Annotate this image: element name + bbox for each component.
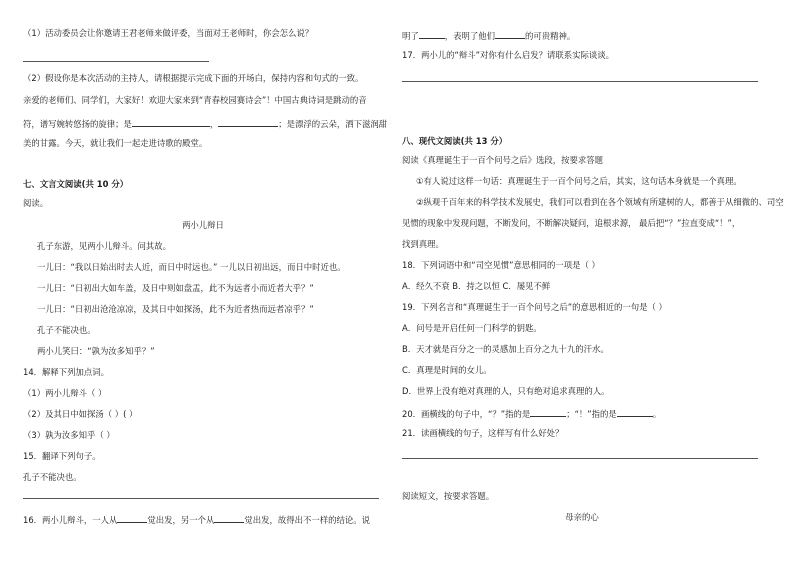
passage-line-6: 两小儿笑曰：“孰为汝多知乎？” [37,346,155,356]
passage-paragraph-1: ①有人说过这样一句话：真理诞生于一百个问号之后，其实，这句话本身就是一个真理。 [416,176,742,186]
question-19: 19．下列名言和“真理诞生于一百个问号之后”的意思相近的一句是（ ） [402,302,667,312]
read-intro: 阅读《真理诞生于一百个问号之后》选段，按要求答题 [402,155,603,165]
question-16: 16．两小儿辩斗，一人从 觉出发，另一个从 觉出发，故得出不一样的结论。说 [23,515,371,525]
opening-line-1: 亲爱的老师们、同学们，大家好！欢迎大家来到“青春校园赛诗会”！中国古典诗词是跳动的音 [23,95,367,105]
question-19-option-b: B．天才就是百分之一的灵感加上百分之九十九的汗水。 [402,344,609,354]
read-short-instruction: 阅读短文，按要求答题。 [402,491,495,501]
passage-paragraph-2-line-2: 见惯的现象中发现问题，不断发问，不断解决疑问，追根求源， 最后把“？”拉直变成“！”， [402,218,741,228]
fill-blank[interactable] [419,29,445,39]
short-passage-title: 母亲的心 [565,512,599,522]
answer-line[interactable] [23,61,209,62]
question-19-option-c: C．真理是时间的女儿。 [402,365,492,375]
passage-title: 两小儿辩日 [182,220,224,230]
read-instruction: 阅读。 [23,198,49,208]
opening-line-3: 美的甘露。今天，就让我们一起走进诗歌的殿堂。 [23,138,208,148]
question-15-sentence: 孔子不能决也。 [23,472,82,482]
fill-blank[interactable] [214,513,244,523]
answer-line[interactable] [402,81,758,82]
passage-line-4: 一儿曰：“日初出沧沧凉凉，及其日中如探汤，此不为近者热而远者凉乎？” [37,304,314,314]
question-19-option-a: A．问号是开启任何一门科学的钥匙。 [402,323,542,333]
question-14-2: （2）及其日中如探汤（ ）( ） [23,409,138,419]
passage-line-3: 一儿曰：“日初出大如车盖，及日中则如盘盂，此不为远者小而近者大乎？” [37,283,314,293]
question-14-3: （3）孰为汝多知乎（ ） [23,430,115,440]
fill-blank[interactable] [495,29,525,39]
passage-line-1: 孔子东游，见两小儿辩斗。问其故。 [37,241,171,251]
fill-blank[interactable] [617,407,653,417]
question-17: 17．两小儿的“辩斗”对你有什么启发？请联系实际谈谈。 [402,50,614,60]
passage-line-2: 一儿曰：“我以日始出时去人近，而日中时远也。” 一儿以日初出远，而日中时近也。 [37,262,346,272]
fill-blank[interactable] [117,513,147,523]
opening-line-2: 符，谱写婉转悠扬的旋律；是 ， ；是漂浮的云朵，洒下滋润甜 [23,119,388,129]
passage-line-5: 孔子不能决也。 [37,325,96,335]
question-21: 21．读画横线的句子，这样写有什么好处？ [402,428,564,438]
question-19-option-d: D．世界上没有绝对真理的人，只有绝对追求真理的人。 [402,386,610,396]
section-7-heading: 七、文言文阅读(共 10 分） [23,179,129,189]
fill-blank[interactable] [132,117,210,127]
passage-paragraph-2-line-3: 找到真理。 [402,239,444,249]
question-invite-teacher: （1）活动委员会让你邀请王君老师来做评委，当面对王老师时，你会怎么说？ [23,28,314,38]
section-8-heading: 八、现代文阅读(共 13 分） [402,136,508,146]
question-15: 15．翻译下列句子。 [23,451,101,461]
question-18: 18．下列词语中和“司空见惯”意思相同的一项是（ ） [402,260,600,270]
passage-paragraph-2-line-1: ②纵观千百年来的科学技术发展史，我们可以看到在各个领域有所建树的人，都善于从细微的、司空 [416,197,784,207]
question-16-continued: 明了 ，表明了他们 的可贵精神。 [402,31,576,41]
fill-blank[interactable] [218,117,278,127]
question-14: 14．解释下列加点词。 [23,367,110,377]
question-20: 20．画横线的句子中，“？”指的是 ；“！”指的是 。 [402,409,662,419]
question-14-1: （1）两小儿辩斗（ ） [23,388,107,398]
answer-line[interactable] [402,458,758,459]
answer-line[interactable] [23,498,379,499]
question-18-options: A．经久不衰 B．持之以恒 C．屡见不鲜 [402,281,551,291]
fill-blank[interactable] [530,407,566,417]
question-host-opening: （2）假设你是本次活动的主持人，请根据提示完成下面的开场白，保持内容和句式的一致。 [23,73,364,83]
